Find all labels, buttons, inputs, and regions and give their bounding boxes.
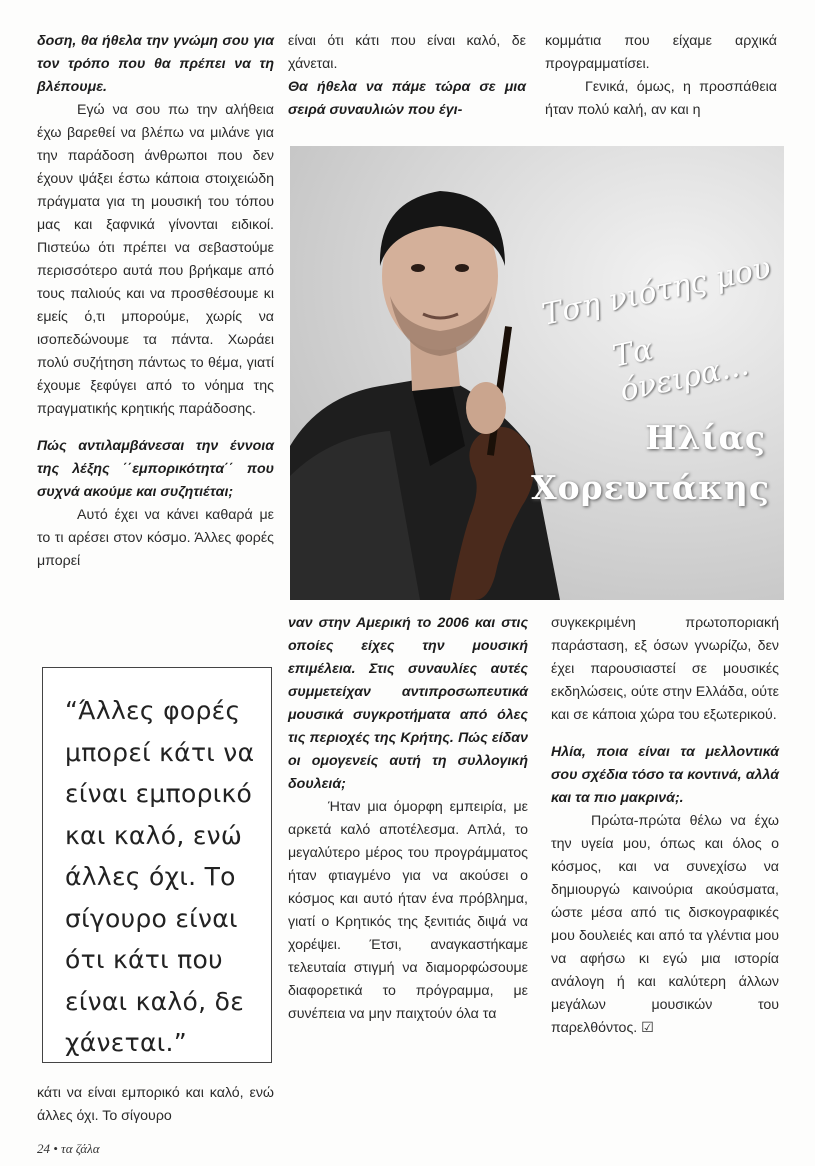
article-column-2 xyxy=(288,30,526,122)
answer-text: Ήταν μια όμορφη εμπειρία, με αρκετά καλό αποτέλεσμα. Απλά, το μεγαλύτερο μέρος του προγράμματος ήταν φτιαγμένο για να ακούσει ο κόσμος και αυτό ήταν ένα πρόβλημα, γιατί ο Κρητικός της ξενιτιάς διψά να χορέψει. Έτσι, αναγκαστήκαμε τελευταία στιγμή να διαμορφώσουμε διαφορετικά το πρόγραμμα, με συνέπεια να μην παιχτούν όλα τα xyxy=(288,799,528,1022)
answer-text: Πρώτα-πρώτα θέλω να έχω την υγεία μου, όπως και όλος ο κόσμος, και να συνεχίσω να δημιουργώ καινούρια ακούσματα, ώστε μέσα από τις δισκογραφικές μου δουλειές και από τα γλέντια μου να αφήσω κι εγώ μια ιστορία ανάλογη ή και καλύτερη άλλων μεγάλων μουσικών του παρελθόντος. ☑ xyxy=(551,813,779,1036)
artist-last-name: Χορευτάκης xyxy=(531,468,770,507)
answer-text: συγκεκριμένη πρωτοποριακή παράσταση, εξ όσων γνωρίζω, δεν έχει παρουσιαστεί σε μουσικές εκδηλώσεις, ούτε στην Ελλάδα, ούτε και σε κάποια χώρα του εξωτερικού. xyxy=(551,615,779,723)
answer-text: κομμάτια που είχαμε αρχικά προγραμματίσει. xyxy=(545,33,777,72)
article-column-3 xyxy=(545,30,777,122)
question-text: Πώς αντιλαμβάνεσαι την έννοια της λέξης ΄΄εμπορικότητα΄΄ που συχνά ακούμε και συζητιέται; xyxy=(37,438,274,500)
question-text: δοση, θα ήθελα την γνώμη σου για τον τρόπο που θα πρέπει να τη βλέπουμε. xyxy=(37,33,274,95)
question-text: Ηλία, ποια είναι τα μελλοντικά σου σχέδια τόσο τα κοντινά, αλλά και τα πιο μακρινά;. xyxy=(551,744,779,806)
artist-first-name: Ηλίας xyxy=(645,418,766,457)
album-title-line-1: Τση νιότης μου xyxy=(538,250,774,333)
answer-text: Εγώ να σου πω την αλήθεια έχω βαρεθεί να βλέπω να μιλάνε για την παράδοση άνθρωποι που δεν έχουν ψάξει έστω κάποια στοιχειώδη πράγματα για τη μουσική του τόπου μας και ξαφνικά γίνονται ειδικοί. Πιστεύω ότι πρέπει να σεβαστούμε περισσότερο αυτά που βρήκαμε από τους παλιούς και να προσθέσουμε κι εμείς ό,τι μπορούμε, χωρίς να ισοπεδώνουμε τα πάντα. Χωράει πολύ συζήτηση πάντως το θέμα, γιατί έχουμε ξεφύγει από το νόημα της πραγματικής κρητικής παράδοσης. xyxy=(37,102,274,417)
page-footer: 24 • τα ζάλα xyxy=(37,1141,100,1156)
article-column-1-continued xyxy=(37,1082,274,1128)
album-title-line-2: Τα όνειρα... xyxy=(609,331,752,409)
pull-quote-box xyxy=(42,667,272,1063)
answer-text: Γενικά, όμως, η προσπάθεια ήταν πολύ καλή, αν και η xyxy=(545,79,777,118)
article-column-3-continued xyxy=(551,612,779,1040)
answer-text: κάτι να είναι εμπορικό και καλό, ενώ άλλες όχι. Το σίγουρο xyxy=(37,1085,274,1124)
question-text: ναν στην Αμερική το 2006 και στις οποίες είχες την μουσική επιμέλεια. Στις συναυλίες αυτές συμμετείχαν αντιπροσωπευτικά μουσικά συγκροτήματα από όλες τις περιοχές της Κρήτης. Πώς είδαν οι ομογενείς αυτή τη συλλογική δουλειά; xyxy=(288,615,528,792)
article-column-1 xyxy=(37,30,274,573)
answer-text: είναι ότι κάτι που είναι καλό, δε χάνεται. xyxy=(288,33,526,72)
pull-quote-text: “Άλλες φορές μπορεί κάτι να είναι εμπορικό και καλό, ενώ άλλες όχι. Το σίγουρο είναι ότι κάτι που είναι καλό, δε χάνεται.” xyxy=(65,696,255,1057)
question-text: Θα ήθελα να πάμε τώρα σε μια σειρά συναυλιών που έγι- xyxy=(288,79,526,118)
article-column-2-continued xyxy=(288,612,528,1026)
album-cover-photo xyxy=(290,146,784,600)
answer-text: Αυτό έχει να κάνει καθαρά με το τι αρέσει στον κόσμο. Άλλες φορές μπορεί xyxy=(37,507,274,569)
